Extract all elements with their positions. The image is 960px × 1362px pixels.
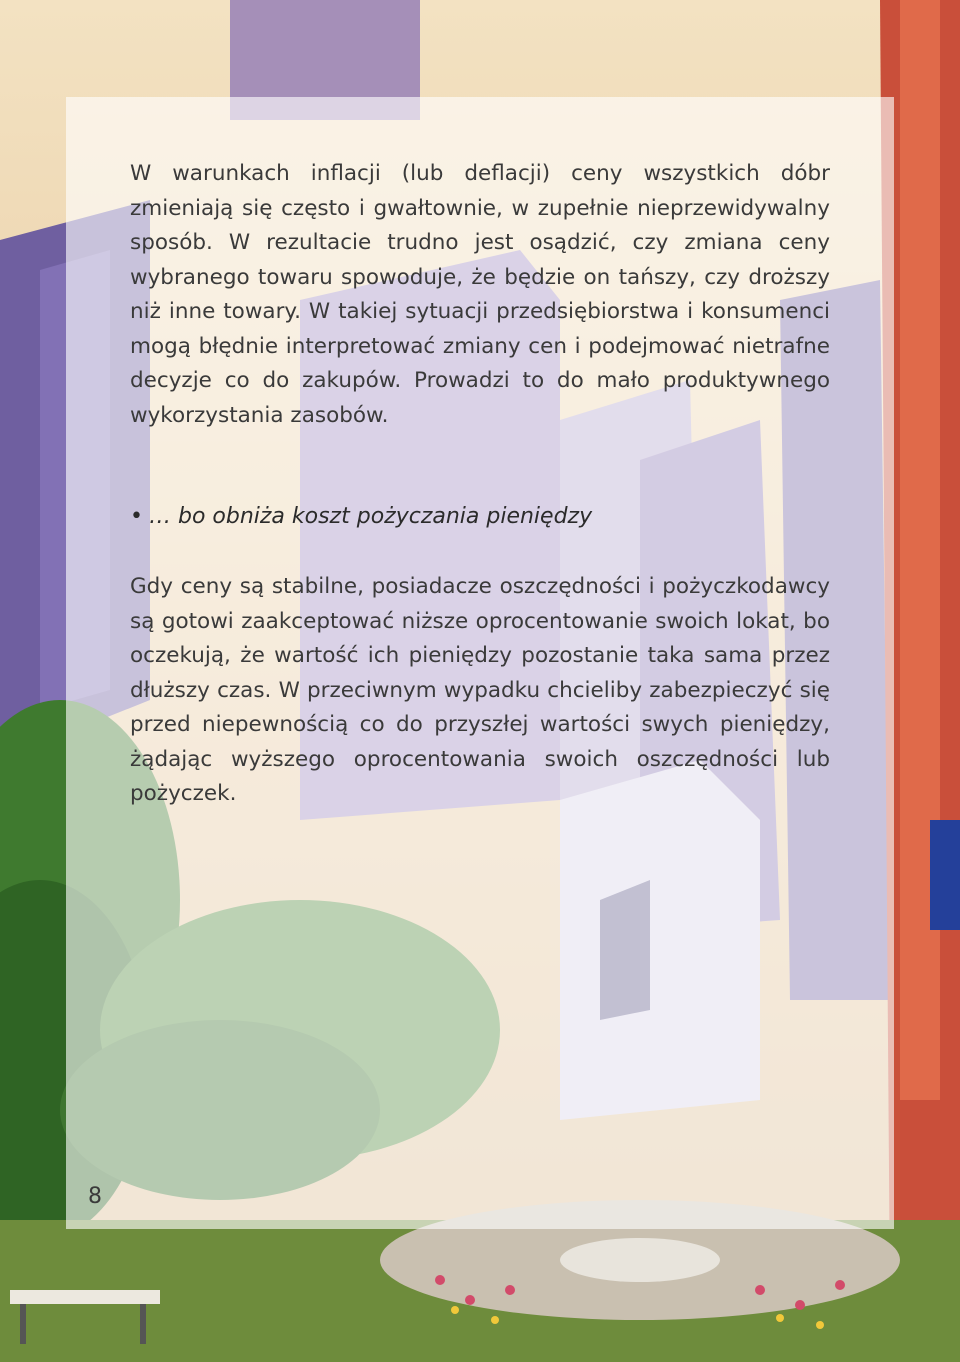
page-number: 8 <box>88 1184 102 1209</box>
bullet-heading-text: … bo obniża koszt pożyczania pieniędzy <box>148 504 593 529</box>
paragraph-borrowing-cost: Gdy ceny są stabilne, posiadacze oszczędności i pożyczkodawcy są gotowi zaakceptować niższe oprocentowanie swoich lokat, bo oczekują, że wartość ich pieniędzy pozostanie taka sama przez dłuższy czas. W przeciwnym wypadku chcieliby zabezpieczyć się przed niepewnością co do przyszłej wartości swych pieniędzy, żądając wyższego oprocentowania swoich oszczędności lub pożyczek. <box>130 574 830 806</box>
bullet-icon: • <box>130 504 143 529</box>
paragraph-inflation-effects: W warunkach inflacji (lub deflacji) ceny wszystkich dóbr zmieniają się często i gwałtownie, w zupełnie nieprzewidywalny sposób. W rezultacie trudno jest osądzić, czy zmiana ceny wybranego towaru spowoduje, że będzie on tańszy, czy droższy niż inne towary. W takiej sytuacji przedsiębiorstwa i konsumenci mogą błędnie interpretować zmiany cen i podejmować nietrafne decyzje co do zakupów. Prowadzi to do mało produktywnego wykorzystania zasobów. <box>130 161 830 428</box>
bullet-heading <box>130 500 592 534</box>
